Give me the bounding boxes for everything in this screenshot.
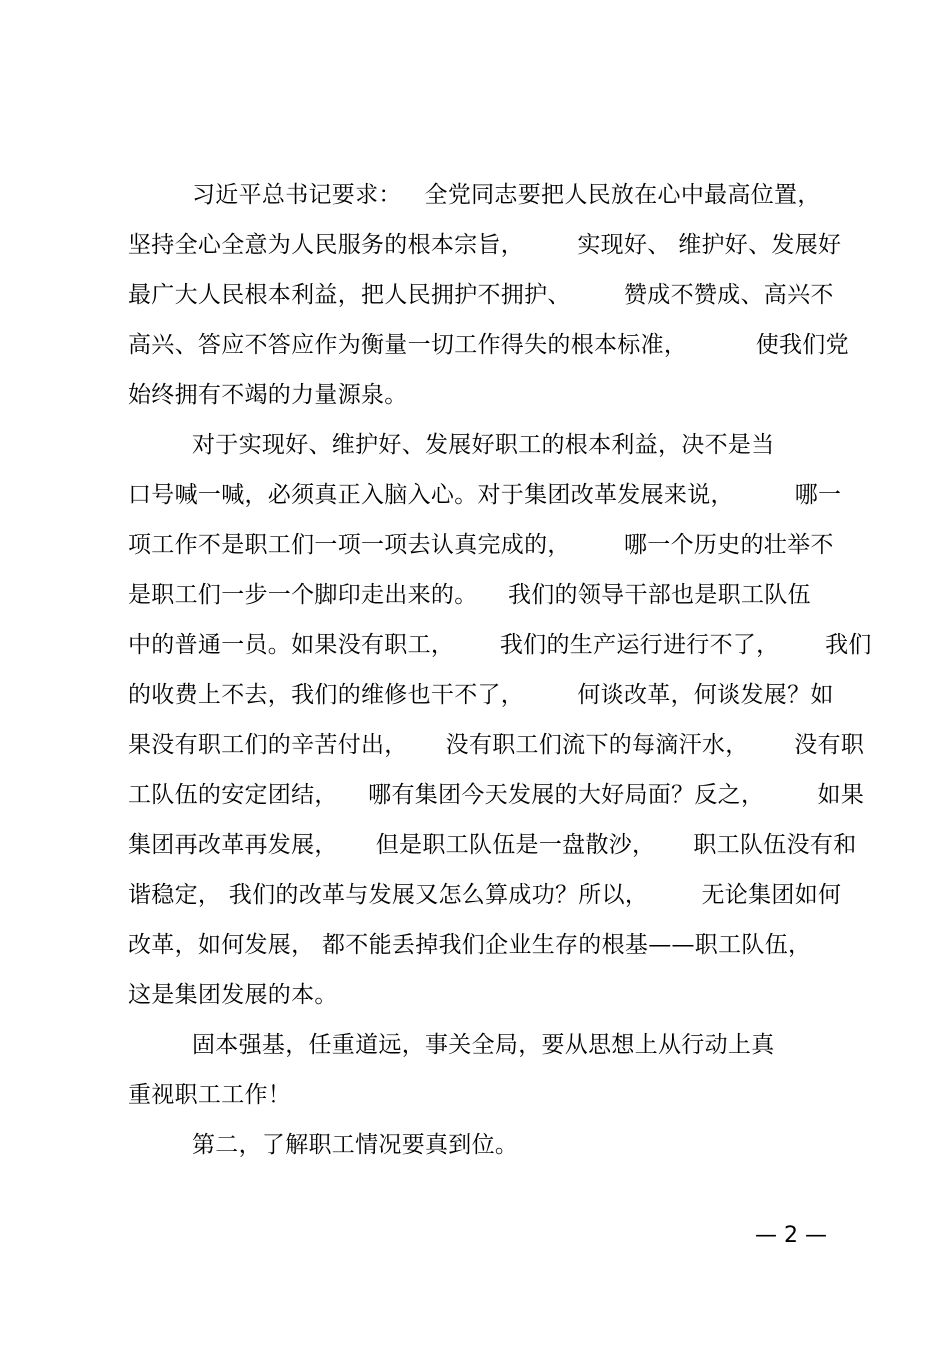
paragraph-1-line-1: 习近平总书记要求： 全党同志要把人民放在心中最高位置， bbox=[192, 182, 821, 208]
paragraph-2-line-5: 中的普通一员。如果没有职工， 我们的生产运行进行不了， 我们 bbox=[128, 632, 872, 658]
page-number: — 2 — bbox=[755, 1223, 827, 1248]
paragraph-2-line-2: 口号喊一喊，必须真正入脑入心。对于集团改革发展来说， 哪一 bbox=[128, 482, 842, 508]
paragraph-2-line-7: 果没有职工们的辛苦付出， 没有职工们流下的每滴汗水， 没有职 bbox=[128, 732, 865, 758]
paragraph-1-line-4: 高兴、答应不答应作为衡量一切工作得失的根本标准， 使我们党 bbox=[128, 332, 849, 358]
paragraph-4-line-1: 第二，了解职工情况要真到位。 bbox=[192, 1132, 519, 1158]
paragraph-2-line-10: 谐稳定， 我们的改革与发展又怎么算成功？所以， 无论集团如何 bbox=[128, 882, 842, 908]
paragraph-1-line-3: 最广大人民根本利益，把人民拥护不拥护、 赞成不赞成、高兴不 bbox=[128, 282, 834, 308]
paragraph-2-line-6: 的收费上不去，我们的维修也干不了， 何谈改革，何谈发展？如 bbox=[128, 682, 834, 708]
paragraph-2-line-1: 对于实现好、维护好、发展好职工的根本利益，决不是当 bbox=[192, 432, 775, 458]
paragraph-1-line-5: 始终拥有不竭的力量源泉。 bbox=[128, 382, 408, 408]
paragraph-1-line-2: 坚持全心全意为人民服务的根本宗旨， 实现好、 维护好、发展好 bbox=[128, 232, 842, 258]
paragraph-2-line-12: 这是集团发展的本。 bbox=[128, 982, 338, 1008]
paragraph-3-line-1: 固本强基，任重道远，事关全局，要从思想上从行动上真 bbox=[192, 1032, 775, 1058]
paragraph-2-line-4: 是职工们一步一个脚印走出来的。 我们的领导干部也是职工队伍 bbox=[128, 582, 811, 608]
paragraph-2-line-9: 集团再改革再发展， 但是职工队伍是一盘散沙， 职工队伍没有和 bbox=[128, 832, 857, 858]
paragraph-3-line-2: 重视职工工作！ bbox=[128, 1082, 292, 1108]
paragraph-2-line-11: 改革，如何发展， 都不能丢掉我们企业生存的根基——职工队伍， bbox=[128, 932, 812, 958]
paragraph-2-line-3: 项工作不是职工们一项一项去认真完成的， 哪一个历史的壮举不 bbox=[128, 532, 834, 558]
paragraph-2-line-8: 工队伍的安定团结， 哪有集团今天发展的大好局面？反之， 如果 bbox=[128, 782, 865, 808]
